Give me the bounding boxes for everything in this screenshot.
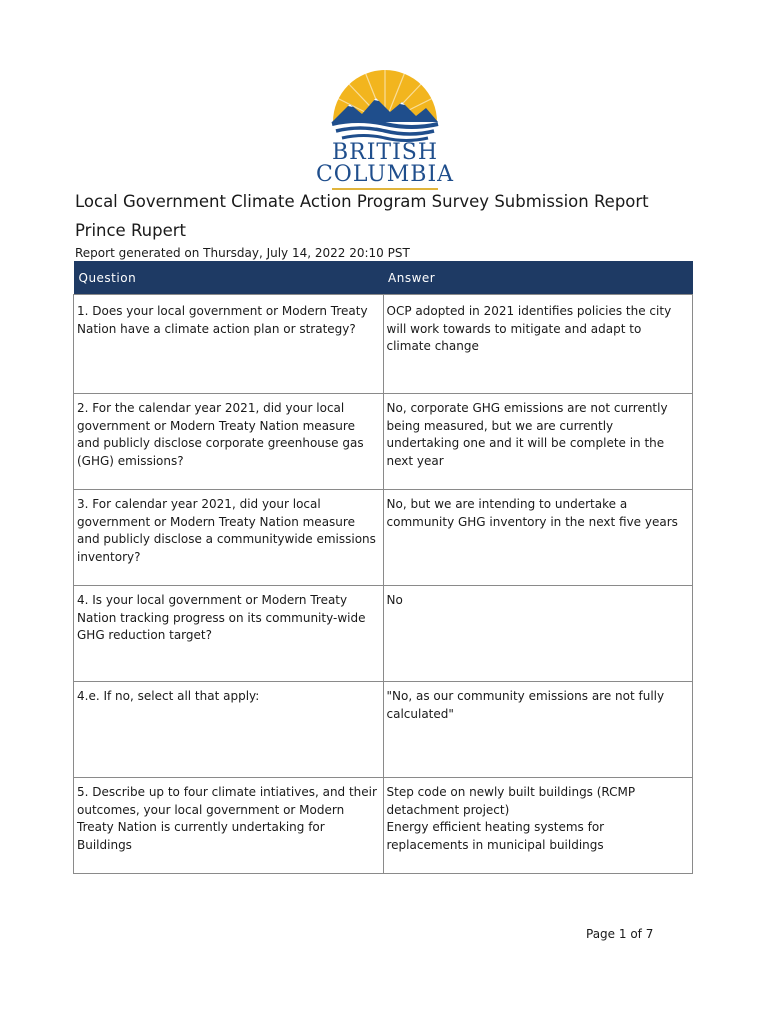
table-row [74, 778, 693, 874]
table-row [74, 586, 693, 682]
survey-table [73, 261, 693, 874]
question-cell: 5. Describe up to four climate intiatives, and their outcomes, your local government or Modern Treaty Nation is currently undertaking for Buildings [74, 778, 384, 874]
question-cell: 3. For calendar year 2021, did your local government or Modern Treaty Nation measure and publicly disclose a communitywide emissions inventory? [74, 490, 384, 586]
column-header-question: Question [74, 261, 384, 295]
answer-cell [383, 394, 693, 490]
question-cell: 4. Is your local government or Modern Treaty Nation tracking progress on its community-wide GHG reduction target? [74, 586, 384, 682]
logo-text-british: BRITISH [331, 140, 439, 165]
table-row [74, 490, 693, 586]
question-cell: 1. Does your local government or Modern Treaty Nation have a climate action plan or strategy? [74, 295, 384, 394]
question-cell: 4.e. If no, select all that apply: [74, 682, 384, 778]
answer-cell [383, 682, 693, 778]
table-row [74, 295, 693, 394]
column-header-answer: Answer [383, 261, 693, 295]
table-header-row [74, 261, 693, 295]
report-subtitle: Prince Rupert [75, 221, 187, 240]
table-row [74, 682, 693, 778]
answer-cell [383, 778, 693, 874]
logo-underline [332, 188, 438, 190]
report-generated-date: Report generated on Thursday, July 14, 2022 20:10 PST [75, 246, 410, 260]
answer-text: "No, as our community emissions are not fully calculated" [386, 689, 665, 721]
page-number: Page 1 of 7 [586, 927, 654, 941]
answer-text: No, but we are intending to undertake a community GHG inventory in the next five years [386, 497, 678, 529]
answer-text: No [386, 593, 403, 607]
question-cell: 2. For the calendar year 2021, did your local government or Modern Treaty Nation measure and publicly disclose corporate greenhouse gas (GHG) emissions? [74, 394, 384, 490]
bc-logo [310, 64, 460, 190]
report-title: Local Government Climate Action Program Survey Submission Report [75, 192, 649, 211]
answer-cell [383, 490, 693, 586]
answer-cell [383, 295, 693, 394]
answer-text: Energy efficient heating systems for replacements in municipal buildings [386, 820, 605, 852]
answer-text: Step code on newly built buildings (RCMP detachment project) [386, 785, 636, 817]
answer-text: OCP adopted in 2021 identifies policies the city will work towards to mitigate and adapt to climate change [386, 304, 672, 353]
answer-cell [383, 586, 693, 682]
sun-mountains-emblem [310, 64, 460, 144]
logo-text-columbia: COLUMBIA [315, 162, 455, 187]
table-row [74, 394, 693, 490]
answer-text: No, corporate GHG emissions are not currently being measured, but we are currently undertaking one and it will be complete in the next year [386, 401, 668, 468]
